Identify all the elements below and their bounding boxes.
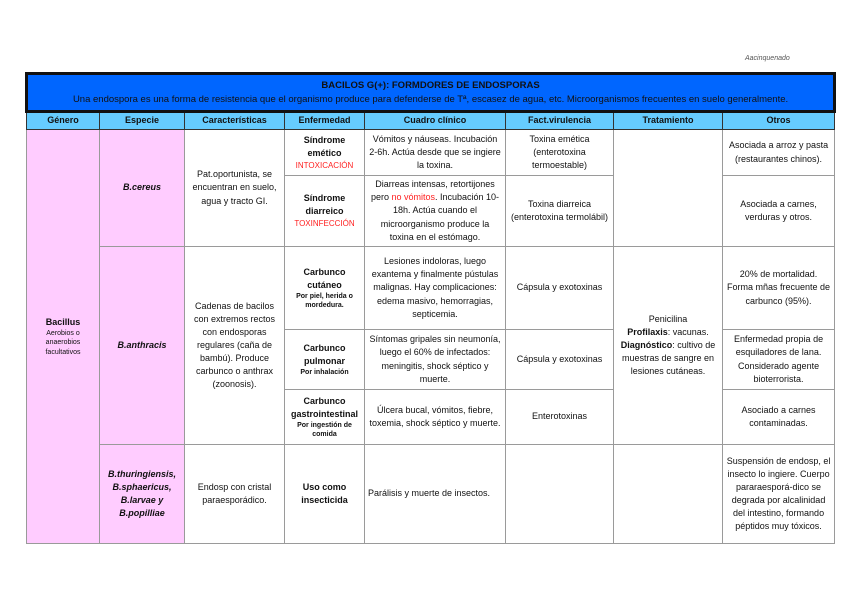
virulence-pulmonary: Cápsula y exotoxinas <box>506 330 614 390</box>
species-name: B.sphaericus, <box>112 481 172 492</box>
features-insecticide: Endosp con cristal paraesporádico. <box>185 445 285 544</box>
other-cutaneous: 20% de mortalidad. Forma mñas frecuente de carbunco (95%). <box>723 247 835 330</box>
table-subtitle: Una endospora es una forma de resistencia que el organismo produce para defenderse de Tª, escasez de agua, etc. Microorganismos frecuentes en suelo generalmente. <box>72 93 789 105</box>
header-cuadro-clinico: Cuadro clínico <box>365 112 506 130</box>
other-pulmonary: Enfermedad propia de esquiladores de lana. Considerado agente bioterrorista. <box>723 330 835 390</box>
species-cereus: B.cereus <box>100 130 185 247</box>
disease-name: Síndrome emético <box>303 134 346 158</box>
clinical-text: . Incubación 10-18h. Actúa cuando el microorganismo produce la toxina en el estómago. <box>380 192 500 242</box>
prophylaxis-text: : vacunas. <box>667 326 709 337</box>
genus-name: Bacillus <box>45 317 81 328</box>
disease-name: Carbunco gastrointestinal <box>290 395 358 419</box>
header-otros: Otros <box>723 112 835 130</box>
disease-name: Carbunco pulmonar <box>303 342 346 366</box>
clinical-gastro: Úlcera bucal, vómitos, fiebre, toxemia, shock séptico y muerte. <box>365 390 506 445</box>
header-enfermedad: Enfermedad <box>285 112 365 130</box>
other-insecticide: Suspensión de endosp, el insecto lo ingiere. Cuerpo pararaesporá-dico se degrada por alcalinidad del intestino, formando péptidos muy tóxicos. <box>723 445 835 544</box>
disease-emetic <box>285 130 365 176</box>
disease-pulmonary <box>285 330 365 390</box>
virulence-insecticide <box>506 445 614 544</box>
other-diarrheal: Asociada a carnes, verduras y otros. <box>723 176 835 247</box>
table-banner <box>27 74 835 112</box>
other-emetic: Asociada a arroz y pasta (restaurantes chinos). <box>723 130 835 176</box>
virulence-diarrheal: Toxina diarreica (enterotoxina termolábil) <box>506 176 614 247</box>
header-fact-virulencia: Fact.virulencia <box>506 112 614 130</box>
clinical-cutaneous: Lesiones indoloras, luego exantema y finalmente pústulas malignas. Hay complicaciones: edema masivo, hemorragias, septicemia. <box>365 247 506 330</box>
disease-type: TOXINFECCIÓN <box>294 219 355 229</box>
virulence-emetic: Toxina emética (enterotoxina termoestable) <box>506 130 614 176</box>
other-gastro: Asociado a carnes contaminadas. <box>723 390 835 445</box>
diagnosis-text: : cultivo de muestras de sangre en lesiones cutáneas. <box>621 339 716 377</box>
species-name: B.thuringiensis, <box>107 468 176 479</box>
clinical-insecticide: Parálisis y muerte de insectos. <box>365 445 506 544</box>
disease-route: Por inhalación <box>300 369 349 376</box>
disease-route: Por ingestión de comida <box>297 421 352 439</box>
disease-insecticide: Uso como insecticida <box>285 445 365 544</box>
clinical-highlight: no vómitos <box>391 192 435 203</box>
species-name: B.larvae y <box>120 495 164 505</box>
table-row <box>27 445 835 544</box>
clinical-diarrheal <box>365 176 506 247</box>
treatment-main: Penicilina <box>648 313 688 324</box>
species-anthracis: B.anthracis <box>100 247 185 445</box>
header-genero: Género <box>27 112 100 130</box>
disease-route: Por piel, herida o mordedura. <box>296 292 353 310</box>
features-cereus: Pat.oportunista, se encuentran en suelo, agua y tracto GI. <box>185 130 285 247</box>
genus-note: Aerobios o anaerobios facultativos <box>45 330 81 356</box>
genus-cell <box>27 130 100 544</box>
clinical-text: Diarreas intensas, retortijones pero <box>370 179 495 203</box>
disease-name: Carbunco cutáneo <box>303 266 346 290</box>
treatment-anthracis <box>614 247 723 445</box>
disease-diarrheal <box>285 176 365 247</box>
clinical-emetic: Vómitos y náuseas. Incubación 2-6h. Actúa desde que se ingiere la toxina. <box>365 130 506 176</box>
header-row <box>27 112 835 130</box>
table-row <box>27 247 835 330</box>
disease-type: INTOXICACIÓN <box>295 160 354 170</box>
table-row <box>27 130 835 176</box>
virulence-gastro: Enterotoxinas <box>506 390 614 445</box>
disease-name: Síndrome diarreico <box>303 193 346 217</box>
prophylaxis-label: Profilaxis <box>627 326 668 337</box>
disease-gastro <box>285 390 365 445</box>
diagnosis-label: Diagnóstico <box>620 339 673 350</box>
clinical-pulmonary: Síntomas gripales sin neumonía, luego el 60% de infectados: meningitis, shock séptico y muerte. <box>365 330 506 390</box>
disease-cutaneous <box>285 247 365 330</box>
watermark: Aacinquenado <box>745 55 790 62</box>
treatment-cereus <box>614 130 723 247</box>
header-tratamiento: Tratamiento <box>614 112 723 130</box>
species-name: B.popilliae <box>119 508 165 519</box>
header-caracteristicas: Características <box>185 112 285 130</box>
features-anthracis: Cadenas de bacilos con extremos rectos con endosporas regulares (caña de bambú). Produce carbunco o anthrax (zoonosis). <box>185 247 285 445</box>
header-especie: Especie <box>100 112 185 130</box>
treatment-insecticide <box>614 445 723 544</box>
species-insecticide <box>100 445 185 544</box>
virulence-cutaneous: Cápsula y exotoxinas <box>506 247 614 330</box>
bacilos-table <box>25 72 836 544</box>
table-title: BACILOS G(+): FORMDORES DE ENDOSPORAS <box>321 79 540 91</box>
